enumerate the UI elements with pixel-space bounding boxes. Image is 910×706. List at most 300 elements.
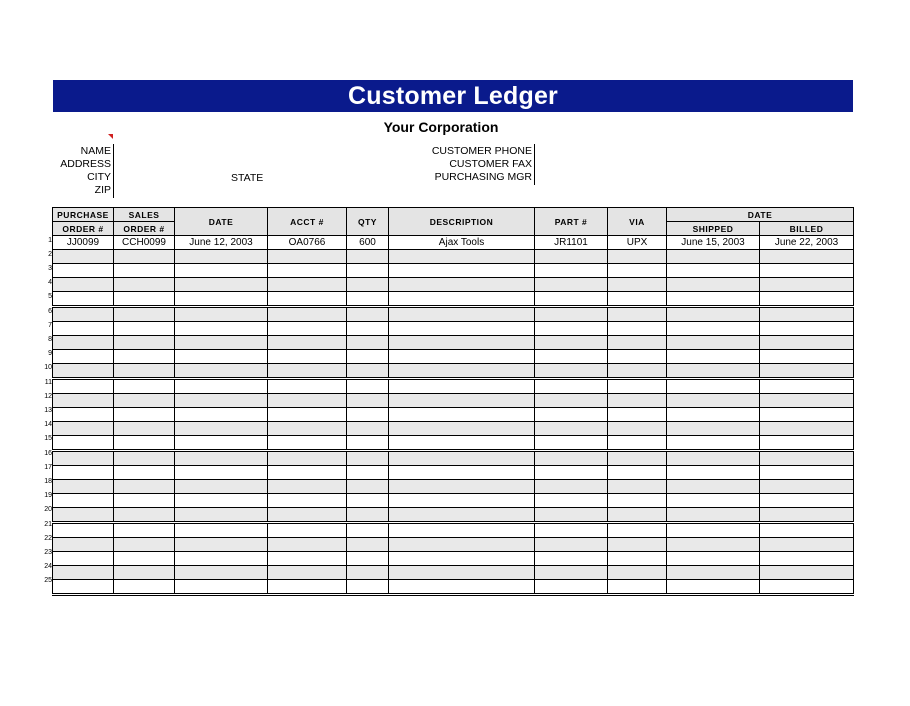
row-number: 18 bbox=[44, 478, 52, 485]
cell-date[interactable] bbox=[175, 292, 268, 307]
cell-billed[interactable] bbox=[760, 508, 854, 523]
cell-acct[interactable] bbox=[268, 292, 347, 307]
cell-acct[interactable] bbox=[268, 278, 347, 292]
table-row bbox=[53, 566, 854, 580]
cell-sales-order[interactable] bbox=[114, 466, 175, 480]
header-sales-order-top: SALES bbox=[114, 208, 175, 222]
row-number: 22 bbox=[44, 535, 52, 542]
cell-shipped[interactable] bbox=[667, 580, 760, 595]
cell-via[interactable] bbox=[608, 552, 667, 566]
cell-date[interactable] bbox=[175, 408, 268, 422]
cell-shipped[interactable] bbox=[667, 322, 760, 336]
cell-date[interactable] bbox=[175, 278, 268, 292]
header-sales-order-bottom: ORDER # bbox=[114, 222, 175, 236]
cell-qty[interactable] bbox=[347, 552, 389, 566]
cell-qty[interactable] bbox=[347, 307, 389, 322]
row-number: 14 bbox=[44, 421, 52, 428]
cell-description[interactable] bbox=[389, 508, 535, 523]
cell-sales-order[interactable] bbox=[114, 552, 175, 566]
cell-acct[interactable] bbox=[268, 451, 347, 466]
cell-description[interactable] bbox=[389, 264, 535, 278]
row-number: 20 bbox=[44, 506, 52, 513]
cell-acct[interactable] bbox=[268, 364, 347, 379]
cell-billed[interactable] bbox=[760, 336, 854, 350]
cell-part[interactable] bbox=[535, 307, 608, 322]
cell-via[interactable] bbox=[608, 264, 667, 278]
cell-billed[interactable] bbox=[760, 379, 854, 394]
cell-shipped[interactable] bbox=[667, 466, 760, 480]
cell-billed[interactable] bbox=[760, 566, 854, 580]
cell-via[interactable] bbox=[608, 292, 667, 307]
cell-qty[interactable] bbox=[347, 408, 389, 422]
cell-via[interactable] bbox=[608, 436, 667, 451]
header-shipped: SHIPPED bbox=[667, 222, 760, 236]
table-row bbox=[53, 379, 854, 394]
cell-purchase-order[interactable] bbox=[53, 264, 114, 278]
cell-sales-order[interactable] bbox=[114, 523, 175, 538]
cell-description[interactable] bbox=[389, 307, 535, 322]
row-number: 16 bbox=[44, 450, 52, 457]
cell-description[interactable] bbox=[389, 494, 535, 508]
cell-purchase-order[interactable] bbox=[53, 494, 114, 508]
row-number: 25 bbox=[44, 577, 52, 584]
table-row bbox=[53, 466, 854, 480]
cell-qty[interactable] bbox=[347, 466, 389, 480]
cell-sales-order[interactable] bbox=[114, 451, 175, 466]
cell-date[interactable] bbox=[175, 494, 268, 508]
cell-date[interactable] bbox=[175, 466, 268, 480]
row-number: 12 bbox=[44, 393, 52, 400]
cell-qty[interactable]: 600 bbox=[347, 236, 389, 250]
cell-sales-order[interactable] bbox=[114, 408, 175, 422]
cell-via[interactable] bbox=[608, 278, 667, 292]
cell-sales-order[interactable] bbox=[114, 422, 175, 436]
cell-qty[interactable] bbox=[347, 508, 389, 523]
cell-via[interactable] bbox=[608, 466, 667, 480]
cell-sales-order[interactable] bbox=[114, 379, 175, 394]
cell-billed[interactable] bbox=[760, 394, 854, 408]
cell-acct[interactable] bbox=[268, 408, 347, 422]
cell-via[interactable] bbox=[608, 307, 667, 322]
cell-part[interactable] bbox=[535, 364, 608, 379]
cell-shipped[interactable] bbox=[667, 336, 760, 350]
cell-shipped[interactable] bbox=[667, 379, 760, 394]
cell-description[interactable] bbox=[389, 292, 535, 307]
cell-qty[interactable] bbox=[347, 350, 389, 364]
cell-acct[interactable] bbox=[268, 264, 347, 278]
cell-description[interactable] bbox=[389, 322, 535, 336]
cell-billed[interactable] bbox=[760, 523, 854, 538]
cell-purchase-order[interactable] bbox=[53, 508, 114, 523]
city-label: CITY bbox=[87, 171, 111, 183]
cell-part[interactable]: JR1101 bbox=[535, 236, 608, 250]
cell-via[interactable] bbox=[608, 322, 667, 336]
row-number: 2 bbox=[48, 251, 52, 258]
cell-shipped[interactable] bbox=[667, 278, 760, 292]
cell-purchase-order[interactable] bbox=[53, 250, 114, 264]
table-row bbox=[53, 538, 854, 552]
cell-billed[interactable]: June 22, 2003 bbox=[760, 236, 854, 250]
cell-shipped[interactable] bbox=[667, 408, 760, 422]
cell-shipped[interactable] bbox=[667, 552, 760, 566]
cell-via[interactable] bbox=[608, 580, 667, 595]
cell-part[interactable] bbox=[535, 494, 608, 508]
cell-qty[interactable] bbox=[347, 422, 389, 436]
cell-acct[interactable] bbox=[268, 350, 347, 364]
cell-sales-order[interactable] bbox=[114, 566, 175, 580]
cell-via[interactable] bbox=[608, 364, 667, 379]
cell-qty[interactable] bbox=[347, 364, 389, 379]
cell-part[interactable] bbox=[535, 436, 608, 451]
cell-part[interactable] bbox=[535, 466, 608, 480]
row-number: 7 bbox=[48, 322, 52, 329]
header-qty: QTY bbox=[347, 208, 389, 236]
cell-purchase-order[interactable] bbox=[53, 580, 114, 595]
cell-via[interactable] bbox=[608, 538, 667, 552]
cell-description[interactable] bbox=[389, 451, 535, 466]
cell-description[interactable] bbox=[389, 538, 535, 552]
cell-acct[interactable] bbox=[268, 336, 347, 350]
cell-billed[interactable] bbox=[760, 350, 854, 364]
cell-sales-order[interactable] bbox=[114, 307, 175, 322]
cell-sales-order[interactable] bbox=[114, 480, 175, 494]
cell-via[interactable]: UPX bbox=[608, 236, 667, 250]
cell-purchase-order[interactable] bbox=[53, 322, 114, 336]
cell-part[interactable] bbox=[535, 508, 608, 523]
cell-via[interactable] bbox=[608, 336, 667, 350]
cell-part[interactable] bbox=[535, 264, 608, 278]
cell-acct[interactable]: OA0766 bbox=[268, 236, 347, 250]
cell-part[interactable] bbox=[535, 538, 608, 552]
cell-description[interactable] bbox=[389, 436, 535, 451]
cell-date[interactable] bbox=[175, 552, 268, 566]
cell-qty[interactable] bbox=[347, 379, 389, 394]
cell-acct[interactable] bbox=[268, 379, 347, 394]
row-number: 4 bbox=[48, 279, 52, 286]
cell-date[interactable] bbox=[175, 523, 268, 538]
cell-purchase-order[interactable] bbox=[53, 379, 114, 394]
cell-qty[interactable] bbox=[347, 451, 389, 466]
cell-via[interactable] bbox=[608, 566, 667, 580]
cell-via[interactable] bbox=[608, 250, 667, 264]
cell-billed[interactable] bbox=[760, 250, 854, 264]
cell-qty[interactable] bbox=[347, 480, 389, 494]
address-label: ADDRESS bbox=[60, 158, 111, 170]
cell-qty[interactable] bbox=[347, 322, 389, 336]
cell-acct[interactable] bbox=[268, 436, 347, 451]
cell-description[interactable] bbox=[389, 364, 535, 379]
cell-sales-order[interactable] bbox=[114, 278, 175, 292]
cell-sales-order[interactable] bbox=[114, 322, 175, 336]
cell-shipped[interactable] bbox=[667, 292, 760, 307]
cell-shipped[interactable] bbox=[667, 494, 760, 508]
cell-date[interactable] bbox=[175, 350, 268, 364]
cell-qty[interactable] bbox=[347, 278, 389, 292]
cell-acct[interactable] bbox=[268, 566, 347, 580]
cell-purchase-order[interactable] bbox=[53, 364, 114, 379]
cell-date[interactable] bbox=[175, 307, 268, 322]
cell-date[interactable] bbox=[175, 580, 268, 595]
cell-date[interactable] bbox=[175, 264, 268, 278]
cell-purchase-order[interactable]: JJ0099 bbox=[53, 236, 114, 250]
cell-shipped[interactable] bbox=[667, 250, 760, 264]
cell-qty[interactable] bbox=[347, 538, 389, 552]
state-label: STATE bbox=[231, 172, 264, 184]
cell-description[interactable] bbox=[389, 278, 535, 292]
cell-date[interactable] bbox=[175, 394, 268, 408]
cell-part[interactable] bbox=[535, 292, 608, 307]
cell-via[interactable] bbox=[608, 480, 667, 494]
cell-billed[interactable] bbox=[760, 322, 854, 336]
cell-purchase-order[interactable] bbox=[53, 566, 114, 580]
cell-sales-order[interactable] bbox=[114, 508, 175, 523]
cell-shipped[interactable] bbox=[667, 508, 760, 523]
cell-sales-order[interactable] bbox=[114, 494, 175, 508]
cell-qty[interactable] bbox=[347, 250, 389, 264]
cell-acct[interactable] bbox=[268, 508, 347, 523]
cell-via[interactable] bbox=[608, 422, 667, 436]
cell-billed[interactable] bbox=[760, 552, 854, 566]
cell-description[interactable] bbox=[389, 250, 535, 264]
cell-acct[interactable] bbox=[268, 580, 347, 595]
cell-acct[interactable] bbox=[268, 552, 347, 566]
cell-qty[interactable] bbox=[347, 292, 389, 307]
cell-qty[interactable] bbox=[347, 436, 389, 451]
cell-shipped[interactable] bbox=[667, 364, 760, 379]
cell-date[interactable] bbox=[175, 508, 268, 523]
cell-part[interactable] bbox=[535, 422, 608, 436]
cell-qty[interactable] bbox=[347, 523, 389, 538]
cell-via[interactable] bbox=[608, 508, 667, 523]
cell-via[interactable] bbox=[608, 408, 667, 422]
cell-purchase-order[interactable] bbox=[53, 408, 114, 422]
cell-via[interactable] bbox=[608, 394, 667, 408]
cell-description[interactable] bbox=[389, 552, 535, 566]
customer-phone-label: CUSTOMER PHONE bbox=[431, 145, 532, 157]
cell-qty[interactable] bbox=[347, 394, 389, 408]
cell-sales-order[interactable] bbox=[114, 250, 175, 264]
cell-shipped[interactable] bbox=[667, 566, 760, 580]
header-part: PART # bbox=[535, 208, 608, 236]
cell-purchase-order[interactable] bbox=[53, 466, 114, 480]
row-number: 3 bbox=[48, 265, 52, 272]
cell-shipped[interactable] bbox=[667, 538, 760, 552]
cell-shipped[interactable] bbox=[667, 307, 760, 322]
cell-sales-order[interactable] bbox=[114, 364, 175, 379]
cell-acct[interactable] bbox=[268, 307, 347, 322]
cell-purchase-order[interactable] bbox=[53, 436, 114, 451]
cell-acct[interactable] bbox=[268, 480, 347, 494]
row-number: 21 bbox=[44, 521, 52, 528]
company-name: Your Corporation bbox=[383, 119, 499, 135]
cell-qty[interactable] bbox=[347, 494, 389, 508]
cell-description[interactable] bbox=[389, 480, 535, 494]
cell-description[interactable] bbox=[389, 466, 535, 480]
cell-description[interactable] bbox=[389, 422, 535, 436]
header-description: DESCRIPTION bbox=[389, 208, 535, 236]
cell-billed[interactable] bbox=[760, 307, 854, 322]
cell-part[interactable] bbox=[535, 278, 608, 292]
cell-purchase-order[interactable] bbox=[53, 480, 114, 494]
table-row bbox=[53, 292, 854, 307]
cell-part[interactable] bbox=[535, 336, 608, 350]
cell-description[interactable] bbox=[389, 350, 535, 364]
cell-description[interactable] bbox=[389, 580, 535, 595]
cell-date[interactable] bbox=[175, 336, 268, 350]
cell-part[interactable] bbox=[535, 379, 608, 394]
cell-date[interactable] bbox=[175, 480, 268, 494]
table-row bbox=[53, 580, 854, 595]
cell-date[interactable] bbox=[175, 451, 268, 466]
cell-part[interactable] bbox=[535, 250, 608, 264]
cell-sales-order[interactable] bbox=[114, 394, 175, 408]
cell-purchase-order[interactable] bbox=[53, 422, 114, 436]
cell-purchase-order[interactable] bbox=[53, 292, 114, 307]
cell-acct[interactable] bbox=[268, 538, 347, 552]
table-row bbox=[53, 394, 854, 408]
cell-shipped[interactable] bbox=[667, 480, 760, 494]
cell-qty[interactable] bbox=[347, 264, 389, 278]
cell-description[interactable] bbox=[389, 523, 535, 538]
cell-part[interactable] bbox=[535, 350, 608, 364]
cell-part[interactable] bbox=[535, 566, 608, 580]
table-row bbox=[53, 250, 854, 264]
table-row bbox=[53, 322, 854, 336]
cell-date[interactable] bbox=[175, 566, 268, 580]
cell-billed[interactable] bbox=[760, 264, 854, 278]
cell-billed[interactable] bbox=[760, 466, 854, 480]
cell-purchase-order[interactable] bbox=[53, 451, 114, 466]
cell-acct[interactable] bbox=[268, 422, 347, 436]
cell-acct[interactable] bbox=[268, 494, 347, 508]
cell-billed[interactable] bbox=[760, 436, 854, 451]
cell-part[interactable] bbox=[535, 408, 608, 422]
cell-part[interactable] bbox=[535, 523, 608, 538]
cell-billed[interactable] bbox=[760, 580, 854, 595]
cell-qty[interactable] bbox=[347, 566, 389, 580]
cell-purchase-order[interactable] bbox=[53, 523, 114, 538]
cell-date[interactable] bbox=[175, 250, 268, 264]
table-row bbox=[53, 264, 854, 278]
cell-description[interactable]: Ajax Tools bbox=[389, 236, 535, 250]
cell-via[interactable] bbox=[608, 379, 667, 394]
cell-billed[interactable] bbox=[760, 538, 854, 552]
cell-acct[interactable] bbox=[268, 394, 347, 408]
cell-part[interactable] bbox=[535, 480, 608, 494]
header-date: DATE bbox=[175, 208, 268, 236]
cell-sales-order[interactable] bbox=[114, 538, 175, 552]
cell-purchase-order[interactable] bbox=[53, 278, 114, 292]
cell-qty[interactable] bbox=[347, 336, 389, 350]
cell-qty[interactable] bbox=[347, 580, 389, 595]
cell-sales-order[interactable] bbox=[114, 264, 175, 278]
cell-date[interactable] bbox=[175, 436, 268, 451]
cell-date[interactable] bbox=[175, 422, 268, 436]
comment-indicator-icon bbox=[108, 134, 113, 139]
cell-acct[interactable] bbox=[268, 466, 347, 480]
cell-shipped[interactable]: June 15, 2003 bbox=[667, 236, 760, 250]
cell-description[interactable] bbox=[389, 379, 535, 394]
cell-purchase-order[interactable] bbox=[53, 307, 114, 322]
cell-sales-order[interactable] bbox=[114, 336, 175, 350]
header-purchase-order-bottom: ORDER # bbox=[53, 222, 114, 236]
row-number: 5 bbox=[48, 293, 52, 300]
cell-shipped[interactable] bbox=[667, 422, 760, 436]
cell-acct[interactable] bbox=[268, 250, 347, 264]
table-row bbox=[53, 480, 854, 494]
cell-purchase-order[interactable] bbox=[53, 336, 114, 350]
cell-via[interactable] bbox=[608, 350, 667, 364]
cell-shipped[interactable] bbox=[667, 523, 760, 538]
cell-acct[interactable] bbox=[268, 523, 347, 538]
ledger-title-banner: Customer Ledger bbox=[53, 80, 853, 112]
cell-description[interactable] bbox=[389, 394, 535, 408]
cell-billed[interactable] bbox=[760, 480, 854, 494]
cell-description[interactable] bbox=[389, 408, 535, 422]
cell-sales-order[interactable] bbox=[114, 292, 175, 307]
cell-shipped[interactable] bbox=[667, 350, 760, 364]
cell-sales-order[interactable] bbox=[114, 350, 175, 364]
cell-billed[interactable] bbox=[760, 292, 854, 307]
table-row bbox=[53, 494, 854, 508]
cell-date[interactable] bbox=[175, 379, 268, 394]
cell-shipped[interactable] bbox=[667, 451, 760, 466]
cell-purchase-order[interactable] bbox=[53, 350, 114, 364]
cell-date[interactable] bbox=[175, 364, 268, 379]
customer-fax-label: CUSTOMER FAX bbox=[449, 158, 532, 170]
cell-description[interactable] bbox=[389, 566, 535, 580]
cell-billed[interactable] bbox=[760, 364, 854, 379]
cell-part[interactable] bbox=[535, 580, 608, 595]
cell-shipped[interactable] bbox=[667, 264, 760, 278]
cell-shipped[interactable] bbox=[667, 394, 760, 408]
cell-billed[interactable] bbox=[760, 408, 854, 422]
cell-part[interactable] bbox=[535, 552, 608, 566]
cell-purchase-order[interactable] bbox=[53, 552, 114, 566]
cell-via[interactable] bbox=[608, 523, 667, 538]
cell-purchase-order[interactable] bbox=[53, 538, 114, 552]
cell-billed[interactable] bbox=[760, 278, 854, 292]
cell-date[interactable]: June 12, 2003 bbox=[175, 236, 268, 250]
cell-date[interactable] bbox=[175, 322, 268, 336]
cell-part[interactable] bbox=[535, 451, 608, 466]
cell-via[interactable] bbox=[608, 451, 667, 466]
cell-shipped[interactable] bbox=[667, 436, 760, 451]
header-billed: BILLED bbox=[760, 222, 854, 236]
table-row bbox=[53, 236, 854, 250]
cell-part[interactable] bbox=[535, 394, 608, 408]
purchasing-mgr-label: PURCHASING MGR bbox=[434, 171, 532, 183]
cell-date[interactable] bbox=[175, 538, 268, 552]
zip-label: ZIP bbox=[94, 184, 111, 196]
cell-acct[interactable] bbox=[268, 322, 347, 336]
cell-via[interactable] bbox=[608, 494, 667, 508]
cell-billed[interactable] bbox=[760, 451, 854, 466]
row-number: 24 bbox=[44, 563, 52, 570]
info-divider-right bbox=[534, 144, 535, 185]
cell-part[interactable] bbox=[535, 322, 608, 336]
cell-billed[interactable] bbox=[760, 422, 854, 436]
cell-description[interactable] bbox=[389, 336, 535, 350]
cell-sales-order[interactable] bbox=[114, 580, 175, 595]
cell-purchase-order[interactable] bbox=[53, 394, 114, 408]
cell-sales-order[interactable] bbox=[114, 436, 175, 451]
cell-sales-order[interactable]: CCH0099 bbox=[114, 236, 175, 250]
row-number: 13 bbox=[44, 407, 52, 414]
header-date-group: DATE bbox=[667, 208, 854, 222]
table-row bbox=[53, 451, 854, 466]
cell-billed[interactable] bbox=[760, 494, 854, 508]
